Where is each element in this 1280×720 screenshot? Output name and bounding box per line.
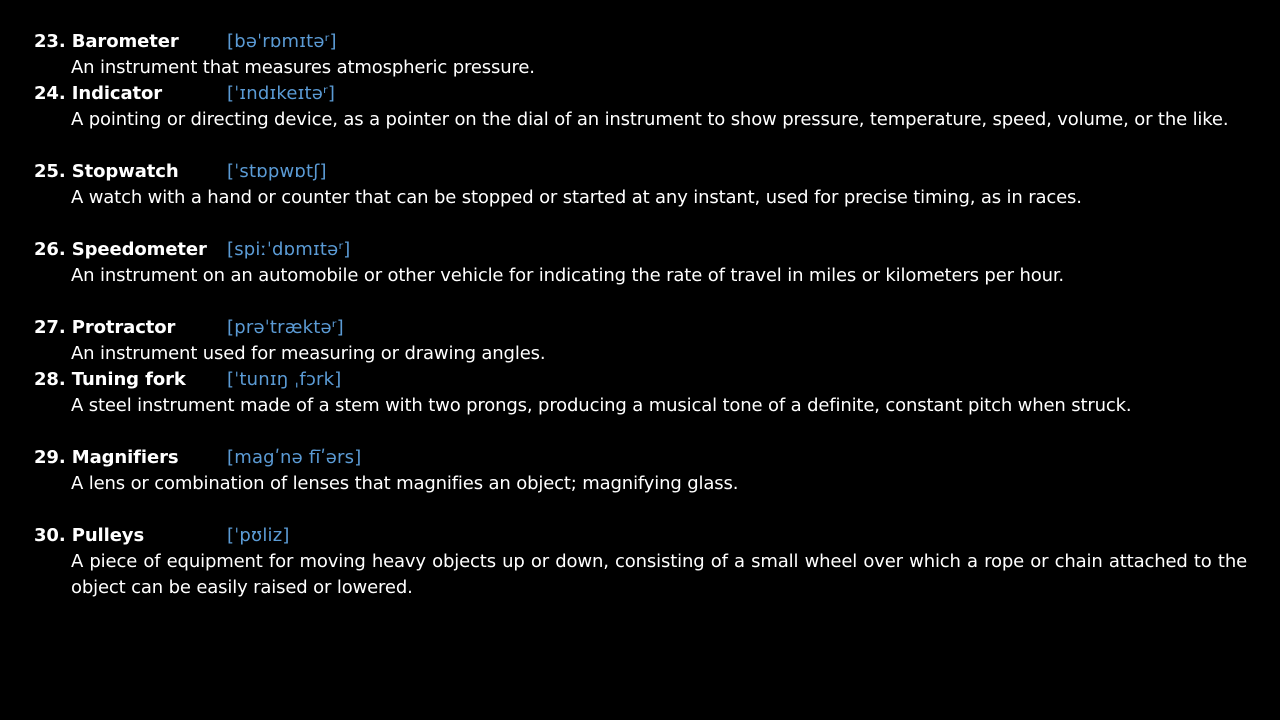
term-title: 28. Tuning fork bbox=[34, 369, 186, 390]
term-pronunciation: [ˈɪndɪkeɪtəʳ] bbox=[227, 83, 336, 104]
term-title: 23. Barometer bbox=[34, 31, 179, 52]
term-title: 26. Speedometer bbox=[34, 239, 207, 260]
term-pronunciation: [spiːˈdɒmɪtəʳ] bbox=[227, 239, 351, 260]
term-title: 29. Magnifiers bbox=[34, 447, 179, 468]
term-pronunciation: [ˈtunɪŋ ˌfɔrk] bbox=[227, 369, 342, 390]
term-pronunciation: [magʹnə fīʹərs] bbox=[227, 447, 362, 468]
term-line bbox=[34, 315, 1247, 341]
term-line bbox=[34, 237, 1247, 263]
term-title: 24. Indicator bbox=[34, 83, 163, 104]
term-definition: A pointing or directing device, as a pointer on the dial of an instrument to show pressure, temperature, speed, volume, or the like. bbox=[71, 109, 1229, 130]
term-pronunciation: [ˈstɒpwɒtʃ] bbox=[227, 161, 327, 182]
term-pronunciation: [ˈpʊliz] bbox=[227, 525, 290, 546]
term-definition: An instrument on an automobile or other vehicle for indicating the rate of travel in miles or kilometers per hour. bbox=[71, 265, 1064, 286]
term-title: 27. Protractor bbox=[34, 317, 176, 338]
entry-pulleys bbox=[34, 523, 1247, 601]
term-pronunciation: [bəˈrɒmɪtəʳ] bbox=[227, 31, 337, 52]
glossary-slide bbox=[34, 29, 1247, 601]
term-line bbox=[34, 445, 1247, 471]
entry-barometer bbox=[34, 29, 1247, 81]
term-pronunciation: [prəˈtræktəʳ] bbox=[227, 317, 344, 338]
entry-magnifiers bbox=[34, 445, 1247, 497]
term-title: 30. Pulleys bbox=[34, 525, 145, 546]
term-title: 25. Stopwatch bbox=[34, 161, 179, 182]
entry-speedometer bbox=[34, 237, 1247, 289]
entry-stopwatch bbox=[34, 159, 1247, 211]
entry-tuning-fork bbox=[34, 367, 1247, 419]
term-definition: An instrument used for measuring or drawing angles. bbox=[71, 343, 546, 364]
term-line bbox=[34, 81, 1247, 107]
term-line bbox=[34, 29, 1247, 55]
term-line bbox=[34, 367, 1247, 393]
term-definition: A piece of equipment for moving heavy objects up or down, consisting of a small wheel over which a rope or chain attached to the object can be easily raised or lowered. bbox=[71, 551, 1247, 598]
entry-protractor bbox=[34, 315, 1247, 367]
term-definition: A lens or combination of lenses that magnifies an object; magnifying glass. bbox=[71, 473, 739, 494]
term-definition: A watch with a hand or counter that can be stopped or started at any instant, used for precise timing, as in races. bbox=[71, 187, 1082, 208]
entry-indicator bbox=[34, 81, 1247, 133]
term-line bbox=[34, 523, 1247, 549]
term-definition: An instrument that measures atmospheric pressure. bbox=[71, 57, 535, 78]
term-definition: A steel instrument made of a stem with two prongs, producing a musical tone of a definite, constant pitch when struck. bbox=[71, 395, 1132, 416]
term-line bbox=[34, 159, 1247, 185]
